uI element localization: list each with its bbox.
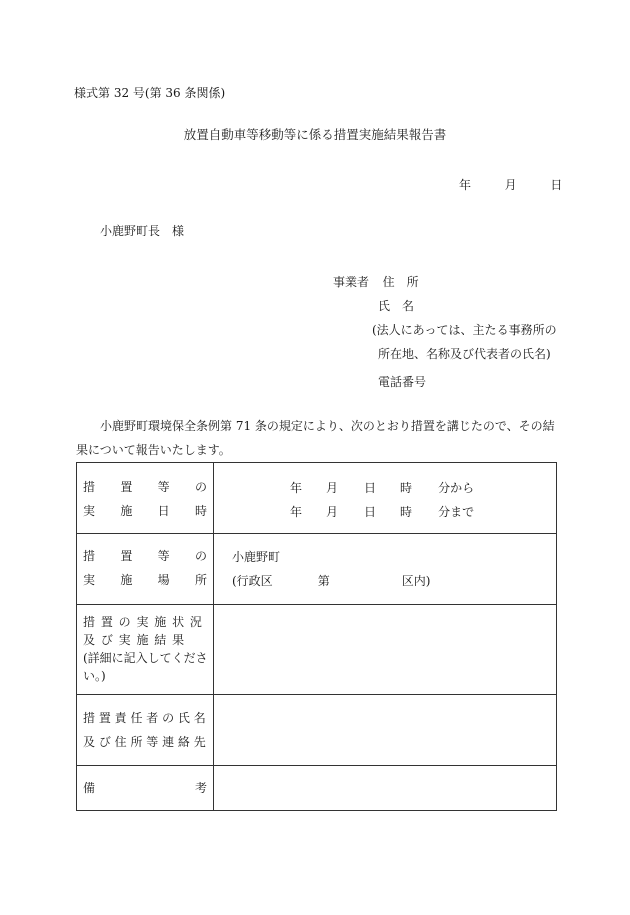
date-day: 日 xyxy=(550,178,563,192)
value-datetime[interactable] xyxy=(214,463,557,534)
label-char: 時 xyxy=(194,504,207,518)
reporter-phone-label: 電話番号 xyxy=(378,375,427,389)
table-row-location xyxy=(77,534,557,605)
date-month: 月 xyxy=(504,178,517,192)
value-remarks[interactable] xyxy=(214,766,557,811)
responsible-label-line1: 措 置 責 任 者 の 氏 名 xyxy=(83,711,206,725)
label-char: 実 xyxy=(83,573,96,587)
date-line xyxy=(459,176,562,193)
to-day: 日 xyxy=(364,504,377,519)
label-char: 置 xyxy=(120,549,133,563)
form-number: 様式第 32 号(第 36 条関係) xyxy=(74,86,226,100)
date-year: 年 xyxy=(459,178,472,192)
label-datetime xyxy=(77,463,214,534)
label-char: 等 xyxy=(157,480,170,494)
remarks-label-right: 考 xyxy=(194,781,207,795)
to-month: 月 xyxy=(326,504,339,519)
label-responsible xyxy=(77,695,214,766)
label-char: 日 xyxy=(157,504,170,518)
responsible-label-line2: 及 び 住 所 等 連 絡 先 xyxy=(83,735,206,749)
label-status xyxy=(77,605,214,695)
reporter-note-line2: 所在地、名称及び代表者の氏名) xyxy=(378,347,551,361)
addressee: 小鹿野町長 様 xyxy=(100,224,185,238)
to-hour: 時 xyxy=(400,504,413,519)
reporter-address-label: 住 所 xyxy=(382,275,419,289)
to-minute: 分まで xyxy=(438,504,475,519)
label-char: の xyxy=(194,549,207,563)
reporter-note-line1: (法人にあっては、主たる事務所の xyxy=(372,323,557,337)
from-year: 年 xyxy=(290,480,303,495)
datetime-from xyxy=(290,475,556,499)
from-month: 月 xyxy=(326,480,339,495)
table-row-remarks xyxy=(77,766,557,811)
district-number-label: 第 xyxy=(317,573,330,588)
label-char: 場 xyxy=(157,573,170,587)
from-hour: 時 xyxy=(400,480,413,495)
value-status[interactable] xyxy=(214,605,557,695)
reporter-role: 事業者 xyxy=(333,275,370,289)
from-day: 日 xyxy=(364,480,377,495)
document-title: 放置自動車等移動等に係る措置実施結果報告書 xyxy=(183,127,447,142)
district-open: (行政区 xyxy=(232,573,273,588)
district-close: 区内) xyxy=(401,573,431,588)
table-row-datetime xyxy=(77,463,557,534)
value-location[interactable] xyxy=(214,534,557,605)
intro-text: 小鹿野町環境保全条例第 71 条の規定により、次のとおり措置を講じたので、その結果について報告いたします。 xyxy=(76,419,555,457)
status-label-line1: 措 置 の 実 施 状 況 xyxy=(83,615,203,629)
label-char: 置 xyxy=(120,480,133,494)
remarks-label-left: 備 xyxy=(83,781,96,795)
label-location xyxy=(77,534,214,605)
label-remarks xyxy=(77,766,214,811)
value-responsible[interactable] xyxy=(214,695,557,766)
label-char: 実 xyxy=(83,504,96,518)
label-char: 等 xyxy=(157,549,170,563)
location-town: 小鹿野町 xyxy=(232,549,281,564)
from-minute: 分から xyxy=(438,480,475,495)
table-row-status xyxy=(77,605,557,695)
label-char: 措 xyxy=(83,549,96,563)
to-year: 年 xyxy=(290,504,303,519)
label-char: の xyxy=(194,480,207,494)
reporter-name-label: 氏 名 xyxy=(378,299,415,313)
label-char: 措 xyxy=(83,480,96,494)
reporter-block xyxy=(333,270,557,394)
status-label-line3: (詳細に記入してくださ xyxy=(83,651,208,665)
label-char: 所 xyxy=(194,573,207,587)
label-char: 施 xyxy=(120,504,133,518)
datetime-to xyxy=(290,499,556,523)
status-label-line4: い。) xyxy=(83,669,106,683)
report-table xyxy=(76,462,557,811)
table-row-responsible xyxy=(77,695,557,766)
label-char: 施 xyxy=(120,573,133,587)
status-label-line2: 及 び 実 施 結 果 xyxy=(83,633,186,647)
